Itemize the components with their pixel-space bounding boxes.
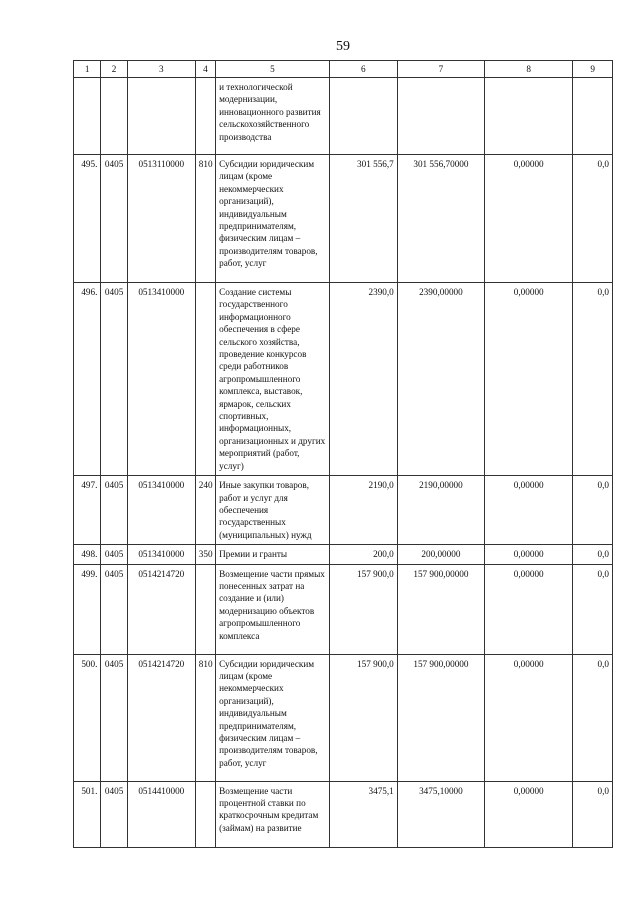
amount-col6: 200,0 — [329, 545, 397, 564]
amount-col6: 157 900,0 — [329, 564, 397, 654]
amount-col8: 0,00000 — [485, 781, 573, 847]
item-name: Премии и гранты — [216, 545, 330, 564]
item-name: Иные закупки товаров, работ и услуг для обеспечения государственных (муниципальных) нужд — [216, 476, 330, 545]
amount-col9: 0,0 — [573, 781, 613, 847]
column-header: 4 — [195, 61, 215, 78]
row-number: 495. — [74, 155, 101, 283]
amount-col9: 0,0 — [573, 654, 613, 781]
amount-col9: 0,0 — [573, 545, 613, 564]
section-code: 0405 — [101, 781, 127, 847]
amount-col7: 200,00000 — [397, 545, 484, 564]
target-article-code — [127, 78, 195, 155]
section-code: 0405 — [101, 564, 127, 654]
table-row — [74, 781, 613, 847]
expense-type-code: 810 — [195, 654, 215, 781]
row-number — [74, 78, 101, 155]
amount-col9: 0,0 — [573, 155, 613, 283]
expense-type-code: 810 — [195, 155, 215, 283]
amount-col7: 157 900,00000 — [397, 564, 484, 654]
column-header: 6 — [329, 61, 397, 78]
expense-type-code: 240 — [195, 476, 215, 545]
target-article-code: 0513410000 — [127, 283, 195, 476]
column-header: 8 — [485, 61, 573, 78]
amount-col7: 2390,00000 — [397, 283, 484, 476]
amount-col6: 3475,1 — [329, 781, 397, 847]
section-code: 0405 — [101, 283, 127, 476]
row-number: 499. — [74, 564, 101, 654]
column-header: 2 — [101, 61, 127, 78]
amount-col7: 301 556,70000 — [397, 155, 484, 283]
table-row — [74, 78, 613, 155]
target-article-code: 0513110000 — [127, 155, 195, 283]
column-header: 3 — [127, 61, 195, 78]
target-article-code: 0514410000 — [127, 781, 195, 847]
section-code: 0405 — [101, 155, 127, 283]
expense-type-code: 350 — [195, 545, 215, 564]
amount-col6: 2190,0 — [329, 476, 397, 545]
target-article-code: 0514214720 — [127, 654, 195, 781]
row-number: 497. — [74, 476, 101, 545]
amount-col8: 0,00000 — [485, 476, 573, 545]
expense-type-code — [195, 78, 215, 155]
amount-col6: 157 900,0 — [329, 654, 397, 781]
expense-type-code — [195, 564, 215, 654]
row-number: 500. — [74, 654, 101, 781]
expense-type-code — [195, 781, 215, 847]
amount-col8: 0,00000 — [485, 155, 573, 283]
table-row — [74, 654, 613, 781]
table-row — [74, 155, 613, 283]
item-name: Возмещение части прямых понесенных затрат на создание и (или) модернизацию объектов агропромышленного комплекса — [216, 564, 330, 654]
section-code: 0405 — [101, 654, 127, 781]
column-header: 9 — [573, 61, 613, 78]
amount-col9: 0,0 — [573, 564, 613, 654]
amount-col8 — [485, 78, 573, 155]
table-row — [74, 545, 613, 564]
item-name: Создание системы государственного информационного обеспечения в сфере сельского хозяйства, проведение конкурсов среди работников агропромышленного комплекса, выставок, ярмарок, сельских спортивных, информационных, организационных и других мероприятий (работ, услуг) — [216, 283, 330, 476]
amount-col7: 3475,10000 — [397, 781, 484, 847]
amount-col9 — [573, 78, 613, 155]
target-article-code: 0513410000 — [127, 476, 195, 545]
column-header: 7 — [397, 61, 484, 78]
section-code: 0405 — [101, 476, 127, 545]
item-name: Субсидии юридическим лицам (кроме некоммерческих организаций), индивидуальным предпринимателям, физическим лицам – производителям товаров, работ, услуг — [216, 654, 330, 781]
amount-col7: 2190,00000 — [397, 476, 484, 545]
amount-col9: 0,0 — [573, 283, 613, 476]
amount-col6 — [329, 78, 397, 155]
table-row — [74, 564, 613, 654]
table-row — [74, 283, 613, 476]
section-code — [101, 78, 127, 155]
amount-col8: 0,00000 — [485, 545, 573, 564]
amount-col9: 0,0 — [573, 476, 613, 545]
table-row — [74, 476, 613, 545]
amount-col7: 157 900,00000 — [397, 654, 484, 781]
page-number: 59 — [336, 39, 350, 54]
amount-col6: 2390,0 — [329, 283, 397, 476]
item-name: Возмещение части процентной ставки по краткосрочным кредитам (займам) на развитие — [216, 781, 330, 847]
column-header: 5 — [216, 61, 330, 78]
amount-col8: 0,00000 — [485, 654, 573, 781]
item-name: Субсидии юридическим лицам (кроме некоммерческих организаций), индивидуальным предпринимателям, физическим лицам – производителям товаров, работ, услуг — [216, 155, 330, 283]
row-number: 496. — [74, 283, 101, 476]
amount-col6: 301 556,7 — [329, 155, 397, 283]
expense-type-code — [195, 283, 215, 476]
target-article-code: 0513410000 — [127, 545, 195, 564]
row-number: 501. — [74, 781, 101, 847]
budget-table — [73, 60, 613, 848]
target-article-code: 0514214720 — [127, 564, 195, 654]
amount-col8: 0,00000 — [485, 283, 573, 476]
amount-col8: 0,00000 — [485, 564, 573, 654]
item-name: и технологической модернизации, инновационного развития сельскохозяйственного производства — [216, 78, 330, 155]
header-row — [74, 61, 613, 78]
amount-col7 — [397, 78, 484, 155]
column-header: 1 — [74, 61, 101, 78]
row-number: 498. — [74, 545, 101, 564]
section-code: 0405 — [101, 545, 127, 564]
